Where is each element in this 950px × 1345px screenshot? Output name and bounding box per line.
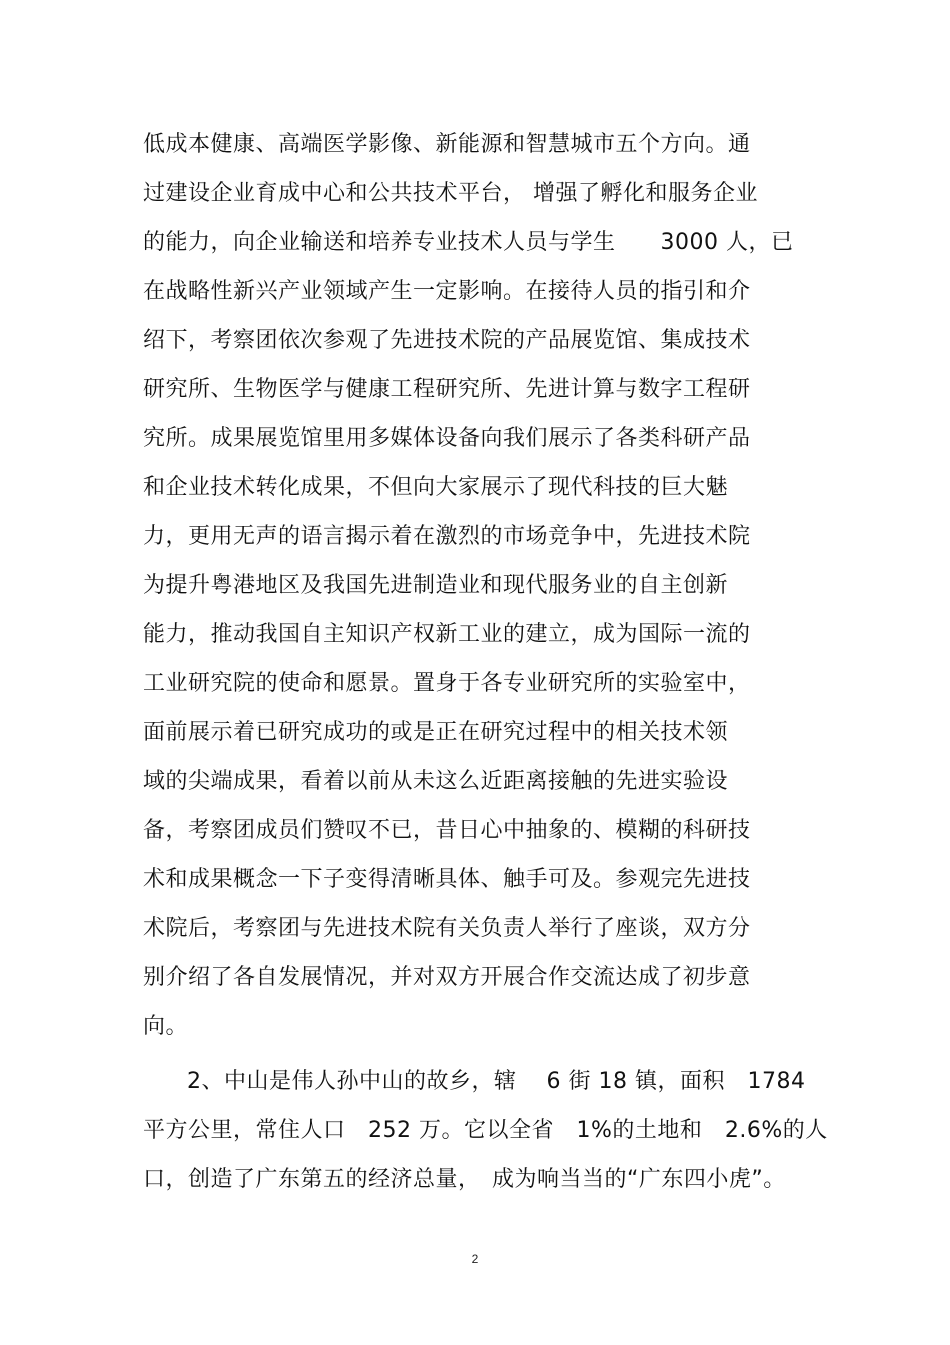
text-line: 低成本健康、高端医学影像、新能源和智慧城市五个方向。通 bbox=[143, 132, 751, 157]
text-line: 面前展示着已研究成功的或是正在研究过程中的相关技术领 bbox=[143, 720, 729, 745]
text-line: 研究所、生物医学与健康工程研究所、先进计算与数字工程研 bbox=[143, 377, 751, 402]
page-number: 2 bbox=[471, 1252, 479, 1266]
text-line: 术和成果概念一下子变得清晰具体、触手可及。参观完先进技 bbox=[143, 867, 751, 892]
text-line: 备，考察团成员们赞叹不已，昔日心中抽象的、模糊的科研技 bbox=[143, 818, 751, 843]
text-line: 过建设企业育成中心和公共技术平台， 增强了孵化和服务企业 bbox=[143, 181, 758, 206]
text-line: 工业研究院的使命和愿景。置身于各专业研究所的实验室中， bbox=[143, 671, 751, 696]
text-line: 域的尖端成果，看着以前从未这么近距离接触的先进实验设 bbox=[143, 769, 729, 794]
text-line: 究所。成果展览馆里用多媒体设备向我们展示了各类科研产品 bbox=[143, 426, 751, 451]
text-line: 在战略性新兴产业领域产生一定影响。在接待人员的指引和介 bbox=[143, 279, 751, 304]
text-line: 别介绍了各自发展情况，并对双方开展合作交流达成了初步意 bbox=[143, 965, 751, 990]
text-line: 向。 bbox=[143, 1014, 189, 1039]
text-line: 术院后，考察团与先进技术院有关负责人举行了座谈，双方分 bbox=[143, 916, 751, 941]
text-line: 平方公里，常住人口 252 万。它以全省 1%的土地和 2.6%的人 bbox=[143, 1118, 828, 1143]
text-line: 为提升粤港地区及我国先进制造业和现代服务业的自主创新 bbox=[143, 573, 729, 598]
text-line: 力，更用无声的语言揭示着在激烈的市场竞争中，先进技术院 bbox=[143, 524, 751, 549]
text-line: 绍下，考察团依次参观了先进技术院的产品展览馆、集成技术 bbox=[143, 328, 751, 353]
body-text bbox=[143, 120, 843, 1204]
text-line: 和企业技术转化成果，不但向大家展示了现代科技的巨大魅 bbox=[143, 475, 729, 500]
text-line: 能力，推动我国自主知识产权新工业的建立，成为国际一流的 bbox=[143, 622, 751, 647]
paragraph-2 bbox=[143, 1057, 843, 1204]
paragraph-1 bbox=[143, 120, 843, 1051]
text-line: 口，创造了广东第五的经济总量， 成为响当当的“广东四小虎”。 bbox=[143, 1167, 786, 1192]
text-line: 2、中山是伟人孙中山的故乡，辖 6 街 18 镇，面积 1784 bbox=[187, 1069, 806, 1094]
text-line: 的能力，向企业输送和培养专业技术人员与学生 3000 人，已 bbox=[143, 230, 794, 255]
